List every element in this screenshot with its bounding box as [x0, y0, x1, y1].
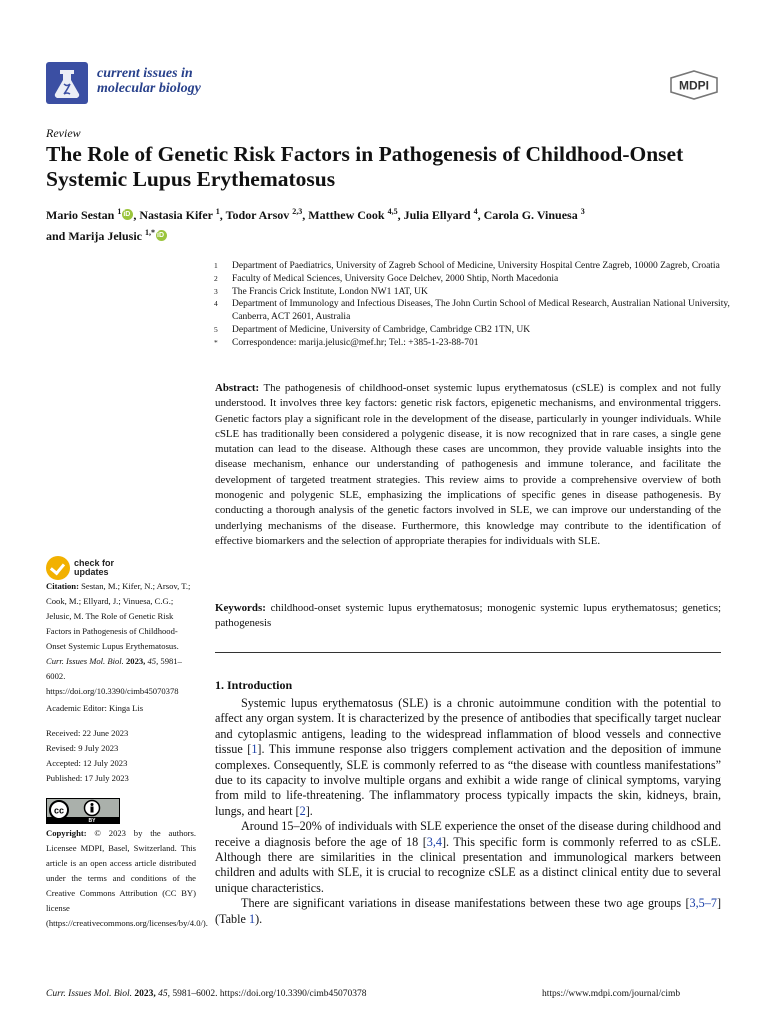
footer-volume: 45,	[158, 989, 171, 999]
citation-year: 2023,	[125, 656, 146, 666]
keywords-label: Keywords:	[215, 602, 266, 614]
citation-link[interactable]: 1	[251, 742, 258, 757]
citation-journal: Curr. Issues Mol. Biol.	[46, 656, 124, 666]
paragraph-text: There are significant variations in disease manifestations between these two age groups [	[241, 896, 690, 911]
received-date: Received: 22 June 2023	[46, 728, 129, 738]
author-affil-ref: 4	[473, 207, 478, 216]
affiliation-number: 3	[214, 286, 218, 296]
affiliation-text: Faculty of Medical Sciences, University Goce Delchev, 2000 Shtip, North Macedonia	[232, 273, 559, 284]
citation-volume: 45,	[147, 656, 159, 666]
author-list: Mario Sestan $^1$iD , Nastasia Kifer $^1$, Todor Arsov $^{2,3}$, Matthew Cook $^{4,5}$, Julia Ellyard $^4$, Carola G. Vinuesa $^3$ and Marija Jelusic $^{1,*}$iD	[46, 203, 726, 245]
affiliation-item	[210, 273, 730, 286]
correspondence	[210, 337, 730, 350]
journal-logo-icon	[46, 62, 88, 104]
accepted-date: Accepted: 12 July 2023	[46, 758, 128, 768]
section-divider	[215, 652, 721, 653]
author-name[interactable]: Mario Sestan	[46, 208, 115, 222]
check-for-updates-label	[74, 559, 114, 577]
footer-citation	[46, 989, 366, 999]
affiliation-number: *	[214, 337, 218, 347]
footer-year: 2023,	[134, 989, 156, 999]
article-title: The Role of Genetic Risk Factors in Pathogenesis of Childhood-Onset Systemic Lupus Erythematosus	[46, 142, 684, 191]
copyright-text: © 2023 by the authors. Licensee MDPI, Basel, Switzerland. This article is an open access article distributed under the terms and conditions of the Creative Commons Attribution (CC BY) license (https://creativecommons.org/licenses/by/4.0/).	[46, 828, 208, 928]
published-date: Published: 17 July 2023	[46, 773, 129, 783]
dates-block	[46, 726, 196, 786]
paragraph-text: ]. This specific form is commonly referred to as cSLE. Although there are similarities in the clinical presentation and immunological markers between children and adults with SLE, it is crucial to recognize cSLE as a distinct clinical entity due to several unique characteristics.	[215, 834, 721, 895]
paragraph-text: Systemic lupus erythematosus (SLE) is a chronic autoimmune condition with the potential to affect any organ system. It is characterized by the presence of antibodies that specifically target nuclear and cytoplasmic antigens, leading to the widespread inflammation of blood vessels and connective tissue [	[215, 696, 721, 757]
table-link[interactable]: 1	[249, 911, 256, 926]
footer-journal-url[interactable]: https://www.mdpi.com/journal/cimb	[542, 989, 681, 999]
paragraph	[215, 696, 721, 819]
affiliation-text: Department of Medicine, University of Cambridge, Cambridge CB2 1TN, UK	[232, 324, 531, 335]
check-for-updates-line1: check for	[74, 558, 115, 568]
revised-date: Revised: 9 July 2023	[46, 743, 119, 753]
author-name[interactable]: Nastasia Kifer	[139, 208, 213, 222]
check-for-updates-line2: updates	[74, 567, 109, 577]
affiliation-item	[210, 260, 730, 273]
affiliation-item	[210, 324, 730, 337]
author-affil-ref: 1,*	[145, 228, 156, 237]
paragraph	[215, 896, 721, 927]
paragraph-text: ]. This immune response also triggers complement activation and the deposition of immune complexes. Consequently, SLE is commonly referred to as “the disease with countless manifestations” due to its capacity to involve multiple organs and exhibit a wide range of clinical symptoms, varying from mild to life-threatening. The inflammatory process typically impacts the skin, kidneys, brain, lungs, and heart [	[215, 742, 722, 818]
introduction-body	[215, 696, 721, 927]
author-name[interactable]: Todor Arsov	[225, 208, 290, 222]
affiliation-item	[210, 286, 730, 299]
citation-doi[interactable]: 5981–6002. https://doi.org/10.3390/cimb45070378	[46, 656, 182, 696]
citation-label: Citation:	[46, 581, 79, 591]
copyright-block	[46, 826, 208, 931]
affiliation-text: Department of Immunology and Infectious Diseases, The John Curtin School of Medical Research, Australian National University, Canberra, ACT 2601, Australia	[232, 299, 730, 323]
journal-name-line2: molecular biology	[97, 81, 201, 96]
citation-link[interactable]: 2	[299, 803, 306, 818]
keywords-text: childhood-onset systemic lupus erythematosus; monogenic systemic lupus erythematosus; genetics; pathogenesis	[215, 602, 721, 630]
author-affil-ref: 4,5	[387, 207, 398, 216]
paragraph-text: ] (Table	[215, 896, 721, 926]
author-name[interactable]: Marija Jelusic	[68, 229, 143, 243]
check-badge-icon	[46, 556, 70, 580]
check-for-updates-button[interactable]	[46, 556, 114, 580]
article-type: Review	[46, 126, 81, 140]
journal-name-line1: current issues in	[97, 66, 193, 81]
cc-text: cc	[53, 805, 65, 816]
by-text: BY	[88, 818, 96, 824]
paragraph-text: Around 15–20% of individuals with SLE experience the onset of the disease during childhood and receive a diagnosis before the age of 18 [	[215, 819, 721, 849]
abstract-label: Abstract:	[215, 382, 260, 394]
affiliations	[210, 260, 730, 350]
affiliation-text: Department of Paediatrics, University of Zagreb School of Medicine, University Hospital Centre Zagreb, 10000 Zagreb, Croatia	[232, 261, 720, 271]
mdpi-logo	[667, 70, 721, 100]
author-affil-ref: 2,3	[292, 207, 303, 216]
keywords	[215, 601, 721, 632]
citation-link[interactable]: 3,5–7	[689, 896, 717, 911]
paragraph-text: ].	[305, 803, 313, 818]
citation-block	[46, 579, 196, 699]
abstract-text: The pathogenesis of childhood-onset systemic lupus erythematosus (cSLE) is complex and not fully understood. It involves three key factors: genetic risk factors, epigenetic mechanisms, and environmental triggers. Genetic factors play a significant role in the development of the disease, particularly in younger individuals. While cSLE has traditionally been considered a polygenic disease, it is now recognized that in rare cases, a single gene mutation can lead to the disease. Although these cases are uncommon, they provide valuable insights into the disease mechanism, enhance our understanding of pathogenesis and immune tolerance, and facilitate the development of targeted treatment strategies. This review aims to provide a comprehensive overview of both monogenic and polygenic SLE, emphasizing the implications of specific genes in disease pathogenesis. By conducting a thorough analysis of the genetic factors involved in SLE, we can improve our understanding of the underlying mechanisms of the disease. Furthermore, this knowledge may contribute to the identification of effective biomarkers and the selection of appropriate therapies for individuals with SLE.	[215, 382, 721, 547]
footer-doi[interactable]: 5981–6002. https://doi.org/10.3390/cimb45070378	[172, 989, 367, 999]
section-heading: 1. Introduction	[215, 678, 293, 692]
author-name[interactable]: Julia Ellyard	[403, 208, 471, 222]
paragraph	[215, 819, 721, 896]
affiliation-number: 5	[214, 324, 218, 334]
citation-link[interactable]: 3,4	[426, 834, 442, 849]
cc-by-license-icon[interactable]	[46, 798, 120, 824]
copyright-label: Copyright:	[46, 828, 87, 838]
correspondence-text[interactable]: Correspondence: marija.jelusic@mef.hr; Tel.: +385-1-23-88-701	[232, 337, 479, 348]
affiliation-text: The Francis Crick Institute, London NW1 1AT, UK	[232, 286, 428, 297]
footer-journal: Curr. Issues Mol. Biol.	[46, 989, 133, 999]
affiliation-number: 1	[214, 261, 218, 270]
affiliation-number: 2	[214, 273, 218, 283]
citation-text: Sestan, M.; Kifer, N.; Arsov, T.; Cook, M.; Ellyard, J.; Vinuesa, C.G.; Jelusic, M. The Role of Genetic Risk Factors in Pathogenesis of Childhood-Onset Systemic Lupus Erythematosus.	[46, 581, 191, 651]
author-name[interactable]: Matthew Cook	[308, 208, 385, 222]
journal-name	[97, 66, 201, 96]
author-affil-ref: 1	[117, 207, 122, 216]
paragraph-text: ).	[255, 911, 263, 926]
academic-editor: Academic Editor: Kinga Lis	[46, 703, 144, 713]
abstract	[215, 381, 721, 549]
orcid-icon[interactable]	[156, 230, 167, 241]
orcid-icon[interactable]	[122, 209, 133, 220]
author-affil-ref: 3	[580, 207, 585, 216]
author-name[interactable]: Carola G. Vinuesa	[483, 208, 578, 222]
affiliation-item	[210, 298, 730, 324]
author-affil-ref: 1	[215, 207, 220, 216]
affiliation-number: 4	[214, 299, 218, 309]
mdpi-logo-text: MDPI	[679, 78, 709, 93]
